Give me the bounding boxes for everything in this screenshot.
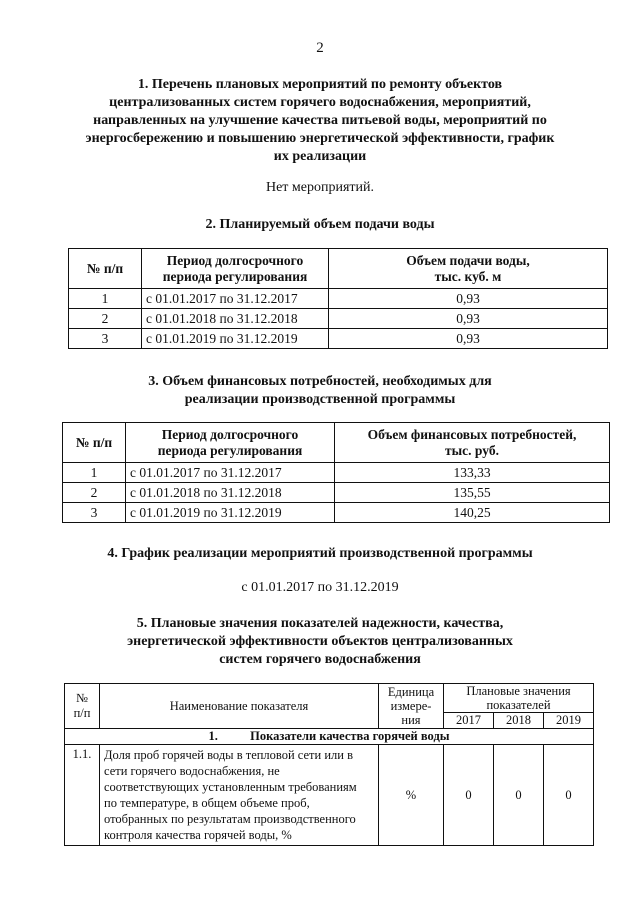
cell-name-line: контроля качества горячей воды, % <box>104 828 292 842</box>
cell-period: с 01.01.2017 по 31.12.2017 <box>142 289 329 309</box>
table-row <box>69 309 608 329</box>
cell-num: 1 <box>69 289 142 309</box>
header-period-line: периода регулирования <box>157 442 303 458</box>
table-header-row <box>65 684 594 713</box>
cell-value: 140,25 <box>335 503 610 523</box>
section-5-title-line: энергетической эффективности объектов централизованных <box>127 634 513 649</box>
header-name: Наименование показателя <box>100 684 379 729</box>
financial-needs-table <box>62 422 610 523</box>
cell-period: с 01.01.2018 по 31.12.2018 <box>126 483 335 503</box>
section-1-title-line: 1. Перечень плановых мероприятий по ремонту объектов <box>137 77 503 92</box>
section-1-title-line: направленных на улучшение качества питьевой воды, мероприятий по <box>93 113 547 128</box>
cell-value-2019: 0 <box>543 745 593 846</box>
header-finance-line: тыс. руб. <box>445 442 499 458</box>
group-label: Показатели качества горячей воды <box>250 729 450 743</box>
header-volume-line: тыс. куб. м <box>434 268 502 284</box>
section-1-text: Нет мероприятий. <box>265 180 375 195</box>
cell-period: с 01.01.2017 по 31.12.2017 <box>126 463 335 483</box>
cell-name <box>100 745 379 846</box>
section-2-title: 2. Планируемый объем подачи воды <box>205 217 435 232</box>
cell-period: с 01.01.2018 по 31.12.2018 <box>142 309 329 329</box>
section-4-text: с 01.01.2017 по 31.12.2019 <box>241 580 399 595</box>
cell-num: 1.1. <box>65 745 100 846</box>
header-year: 2019 <box>543 713 593 729</box>
header-num <box>65 684 100 729</box>
header-unit-line: Единица <box>387 685 435 699</box>
cell-value: 0,93 <box>329 309 608 329</box>
header-num: № п/п <box>69 249 142 289</box>
cell-num: 1 <box>63 463 126 483</box>
header-year: 2017 <box>444 713 494 729</box>
table-row <box>65 745 594 846</box>
section-3-title-line: 3. Объем финансовых потребностей, необходимых для <box>148 374 492 389</box>
cell-unit: % <box>379 745 444 846</box>
section-1-title-line: централизованных систем горячего водоснабжения, мероприятий, <box>109 95 531 110</box>
table-row <box>69 289 608 309</box>
cell-value: 0,93 <box>329 329 608 349</box>
header-period <box>126 423 335 463</box>
section-1-title-line: их реализации <box>273 149 367 164</box>
cell-period: с 01.01.2019 по 31.12.2019 <box>142 329 329 349</box>
cell-num: 3 <box>63 503 126 523</box>
cell-name-line: отобранных по результатам производственного <box>104 812 356 826</box>
header-unit-line: измере- <box>390 699 432 713</box>
header-num-line: п/п <box>73 706 91 720</box>
table-row <box>63 463 610 483</box>
cell-value: 0,93 <box>329 289 608 309</box>
cell-value-2017: 0 <box>444 745 494 846</box>
cell-name-line: соответствующих установленным требованиям <box>104 780 357 794</box>
header-finance-line: Объем финансовых потребностей, <box>367 426 577 442</box>
cell-name-line: сети горячего водоснабжения, не <box>104 764 280 778</box>
cell-num: 3 <box>69 329 142 349</box>
group-number: 1. <box>208 729 218 743</box>
cell-value: 133,33 <box>335 463 610 483</box>
header-planned-line: Плановые значения <box>466 684 571 698</box>
header-year: 2018 <box>493 713 543 729</box>
header-unit <box>379 684 444 729</box>
table-header-row <box>69 249 608 289</box>
header-num-line: № <box>76 691 88 705</box>
header-finance <box>335 423 610 463</box>
section-5-title <box>0 615 640 669</box>
cell-name-line: по температуре, в общем объеме проб, <box>104 796 310 810</box>
header-num: № п/п <box>63 423 126 463</box>
section-4-title: 4. График реализации мероприятий производственной программы <box>107 546 533 561</box>
section-5-title-line: систем горячего водоснабжения <box>219 652 421 667</box>
indicators-table <box>64 683 594 846</box>
header-unit-line: ния <box>401 713 421 727</box>
table-header-row <box>63 423 610 463</box>
header-planned <box>444 684 594 713</box>
header-period-line: Период долгосрочного <box>161 426 299 442</box>
cell-value: 135,55 <box>335 483 610 503</box>
header-volume-line: Объем подачи воды, <box>406 252 530 268</box>
group-title <box>65 729 594 745</box>
table-row <box>63 483 610 503</box>
page-number: 2 <box>316 40 324 56</box>
table-row <box>63 503 610 523</box>
cell-value-2018: 0 <box>493 745 543 846</box>
section-5-title-line: 5. Плановые значения показателей надежности, качества, <box>136 616 504 631</box>
table-group-row <box>65 729 594 745</box>
header-period <box>142 249 329 289</box>
header-period-line: периода регулирования <box>162 268 308 284</box>
header-period-line: Период долгосрочного <box>166 252 304 268</box>
water-volume-table <box>68 248 608 349</box>
cell-num: 2 <box>69 309 142 329</box>
header-volume <box>329 249 608 289</box>
cell-num: 2 <box>63 483 126 503</box>
section-3-title-line: реализации производственной программы <box>184 392 456 407</box>
section-3-title <box>0 373 640 409</box>
cell-name-line: Доля проб горячей воды в тепловой сети или в <box>104 748 353 762</box>
header-planned-line: показателей <box>486 698 551 712</box>
cell-period: с 01.01.2019 по 31.12.2019 <box>126 503 335 523</box>
table-row <box>69 329 608 349</box>
section-1-title-line: энергосбережению и повышению энергетической эффективности, график <box>85 131 555 146</box>
section-1-title <box>0 76 640 166</box>
